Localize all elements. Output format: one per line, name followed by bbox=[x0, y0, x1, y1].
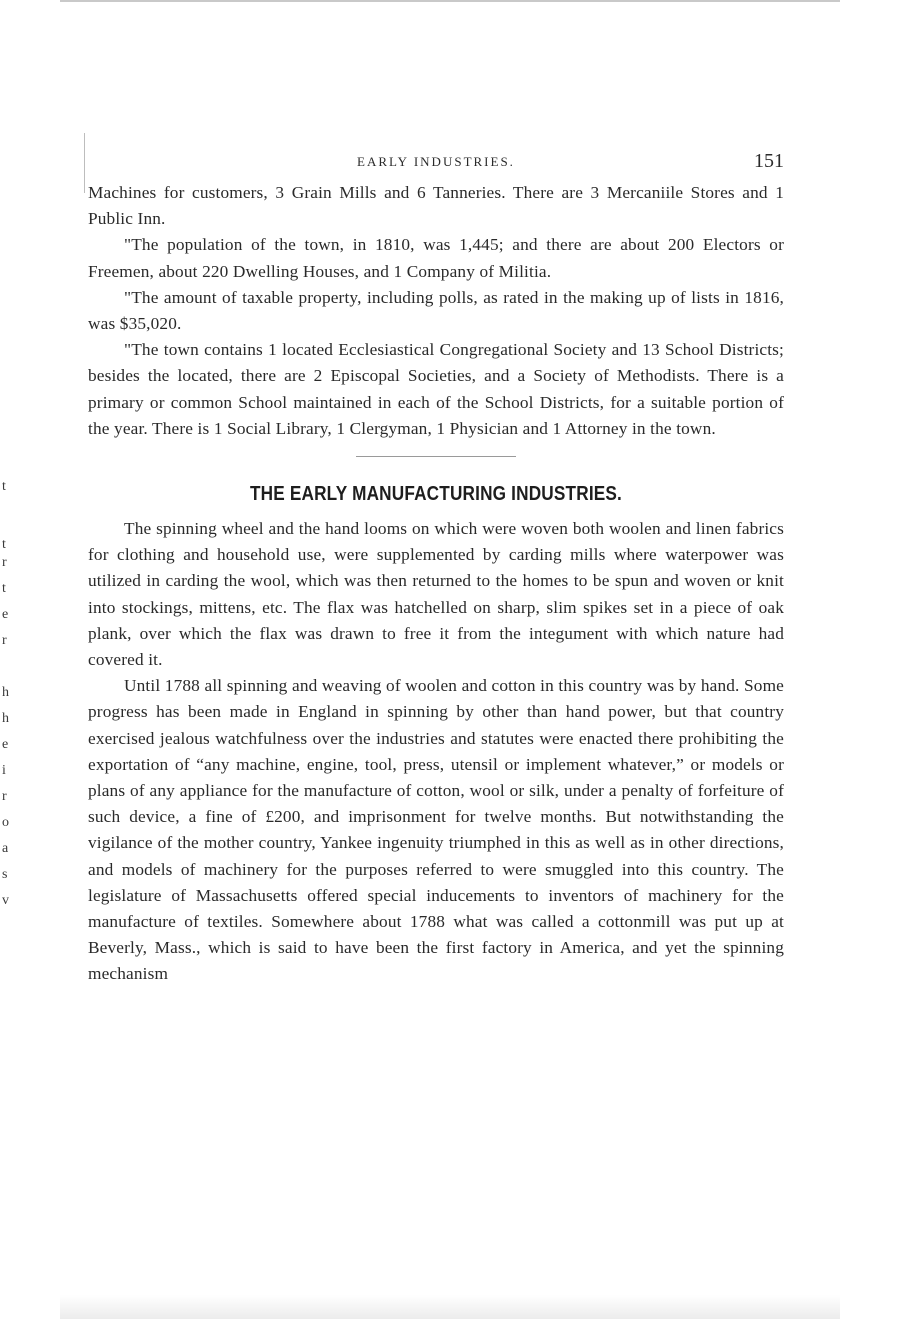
margin-fragment: v bbox=[2, 893, 9, 908]
margin-fragment: r bbox=[2, 555, 7, 570]
book-page bbox=[88, 150, 784, 988]
paragraph: Until 1788 all spinning and weaving of woolen and cotton in this country was by hand. Some progress has been made in England in spinning by other than hand power, but that country exercised jealous watchfulness over the industries and statutes were enacted there prohibiting the exportation of “any machine, engine, tool, press, utensil or implement whatever,” or models or plans of any appliance for the manufacture of cotton, wool or silk, under a penalty of forfeiture of such device, a fine of £200, and imprisonment for twelve months. But notwithstanding the vigilance of the mother country, Yankee ingenuity triumphed in this as well as in other directions, and models of machinery for the purposes referred to were smuggled into this country. The legislature of Massachusetts offered special inducements to inventors of machinery for the manufacture of textiles. Somewhere about 1788 what was called a cottonmill was put up at Beverly, Mass., which is said to have been the first factory in America, and yet the spinning mechanism bbox=[88, 676, 784, 984]
paragraph: "The population of the town, in 1810, was 1,445; and there are about 200 Electors or Freemen, about 220 Dwelling Houses, and 1 Company of Militia. bbox=[88, 235, 784, 281]
section-divider bbox=[356, 456, 516, 457]
paragraph: "The amount of taxable property, including polls, as rated in the making up of lists in 1816, was $35,020. bbox=[88, 287, 784, 334]
margin-fragment: o bbox=[2, 815, 9, 830]
margin-fragment: r bbox=[2, 633, 7, 648]
gutter-line bbox=[84, 133, 85, 193]
paragraph: The spinning wheel and the hand looms on which were woven both woolen and linen fabrics for clothing and household use, were supplemented by carding mills where waterpower was utilized in carding the wool, which was then returned to the homes to be spun and woven or knit into stockings, mittens, etc. The flax was hatchelled on sharp, slim spikes set in a piece of oak plank, over which the flax was drawn to free it from the integument with which nature had covered it. bbox=[88, 519, 784, 670]
page-header bbox=[88, 150, 784, 180]
section-title: THE EARLY MANUFACTURING INDUSTRIES. bbox=[249, 483, 623, 506]
scan-top-edge bbox=[60, 0, 840, 2]
margin-fragment: r bbox=[2, 789, 7, 804]
margin-fragment: t bbox=[2, 581, 6, 596]
margin-fragment: t bbox=[2, 479, 6, 494]
margin-fragment: e bbox=[2, 607, 9, 622]
margin-fragment: s bbox=[2, 867, 8, 882]
page-number: 151 bbox=[754, 150, 784, 172]
margin-fragment: e bbox=[2, 737, 9, 752]
margin-fragment: h bbox=[2, 711, 9, 726]
margin-fragment: a bbox=[2, 841, 9, 856]
paragraph: Machines for customers, 3 Grain Mills and 6 Tanneries. There are 3 Mercaniile Stores and 1 Public Inn. bbox=[88, 183, 784, 229]
margin-fragment: i bbox=[2, 763, 6, 778]
margin-fragment: t bbox=[2, 537, 6, 552]
paragraph: "The town contains 1 located Ecclesiastical Congregational Society and 13 School Districts; besides the located, there are 2 Episcopal Societies, and a Society of Methodists. There is a primary or common School maintained in each of the School Districts, for a suitable portion of the year. There is 1 Social Library, 1 Clergyman, 1 Physician and 1 Attorney in the town. bbox=[88, 340, 784, 438]
scan-bottom-edge bbox=[60, 1295, 840, 1319]
margin-fragment: h bbox=[2, 685, 9, 700]
running-head: EARLY INDUSTRIES. bbox=[357, 154, 515, 169]
